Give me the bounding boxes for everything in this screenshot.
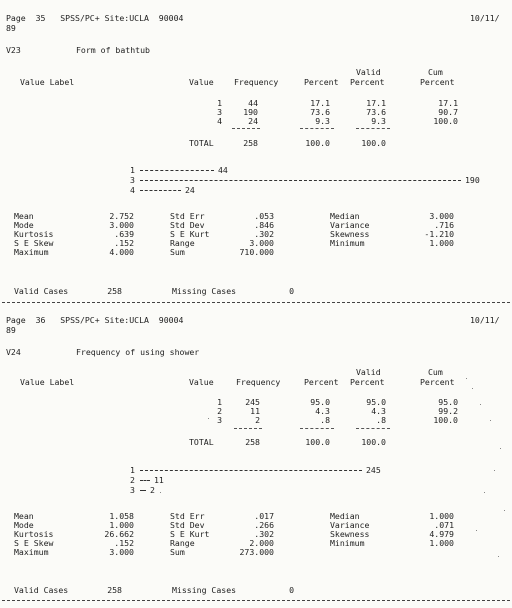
stat-label: Mean bbox=[14, 211, 34, 221]
row-cum-percent: 17.1 bbox=[438, 98, 458, 108]
stat-label: Kurtosis bbox=[14, 529, 54, 539]
valid-cases-label: Valid Cases bbox=[14, 585, 69, 595]
stat-label: Std Dev bbox=[170, 520, 205, 530]
variable-name: V23 bbox=[6, 45, 21, 55]
histogram-bar bbox=[140, 170, 214, 171]
stat-label: Std Err bbox=[170, 511, 205, 521]
stat-value: .716 bbox=[434, 220, 454, 230]
row-cum-percent: 100.0 bbox=[433, 116, 458, 126]
stat-label: Maximum bbox=[14, 547, 49, 557]
stat-value: 2.000 bbox=[249, 538, 274, 548]
missing-cases-label: Missing Cases bbox=[172, 585, 237, 595]
total-separator bbox=[300, 128, 334, 129]
page-header: Page 36 SPSS/PC+ Site:UCLA 90004 bbox=[6, 315, 184, 325]
stat-value: .302 bbox=[254, 229, 274, 239]
valid-percent-header: Percent bbox=[350, 377, 385, 387]
value-header: Value bbox=[189, 377, 214, 387]
histogram-count-label: 24 bbox=[185, 185, 195, 195]
histogram-bar bbox=[140, 490, 146, 491]
stat-label: Skewness bbox=[330, 229, 370, 239]
value-label-header: Value Label bbox=[20, 77, 75, 87]
total-separator bbox=[234, 428, 262, 429]
row-cum-percent: 95.0 bbox=[438, 397, 458, 407]
value-label-header: Value Label bbox=[20, 377, 75, 387]
stat-value: 4.979 bbox=[429, 529, 454, 539]
row-value: 1 bbox=[217, 98, 222, 108]
stat-label: Median bbox=[330, 211, 360, 221]
stat-value: 1.000 bbox=[429, 511, 454, 521]
row-valid-percent: 73.6 bbox=[366, 107, 386, 117]
row-valid-percent: 17.1 bbox=[366, 98, 386, 108]
stat-value: 1.000 bbox=[429, 238, 454, 248]
stat-value: 710.000 bbox=[239, 247, 274, 257]
row-frequency: 24 bbox=[248, 116, 258, 126]
stat-label: S E Skew bbox=[14, 538, 54, 548]
cum-header-top: Cum bbox=[428, 367, 443, 377]
stat-label: Range bbox=[170, 538, 195, 548]
total-separator bbox=[300, 428, 334, 429]
stat-value: -1.210 bbox=[424, 229, 454, 239]
histogram-bar bbox=[140, 470, 362, 471]
row-cum-percent: 90.7 bbox=[438, 107, 458, 117]
variable-label: Frequency of using shower bbox=[76, 347, 200, 357]
total-valid-percent: 100.0 bbox=[361, 138, 386, 148]
total-frequency: 258 bbox=[243, 138, 258, 148]
stat-value: 3.000 bbox=[249, 238, 274, 248]
print-date-continued: 89 bbox=[6, 23, 16, 33]
stat-label: Skewness bbox=[330, 529, 370, 539]
histogram-value-label: 3 bbox=[130, 175, 135, 185]
stat-value: 3.000 bbox=[109, 547, 134, 557]
valid-header-top: Valid bbox=[356, 367, 381, 377]
stat-label: S E Kurt bbox=[170, 229, 210, 239]
row-frequency: 11 bbox=[250, 406, 260, 416]
cum-header-top: Cum bbox=[428, 67, 443, 77]
total-valid-percent: 100.0 bbox=[361, 437, 386, 447]
row-value: 4 bbox=[217, 116, 222, 126]
stat-label: Sum bbox=[170, 547, 185, 557]
stat-value: 3.000 bbox=[109, 220, 134, 230]
print-date-continued: 89 bbox=[6, 325, 16, 335]
stat-label: Sum bbox=[170, 247, 185, 257]
page-tear-line bbox=[2, 302, 510, 303]
row-percent: 73.6 bbox=[310, 107, 330, 117]
valid-cases-value: 258 bbox=[107, 286, 122, 296]
row-cum-percent: 100.0 bbox=[433, 415, 458, 425]
row-percent: 4.3 bbox=[315, 406, 330, 416]
stat-value: .152 bbox=[114, 238, 134, 248]
stat-label: Maximum bbox=[14, 247, 49, 257]
stat-value: .017 bbox=[254, 511, 274, 521]
valid-percent-header: Percent bbox=[350, 77, 385, 87]
stat-label: Median bbox=[330, 511, 360, 521]
histogram-bar bbox=[140, 190, 181, 191]
row-valid-percent: 95.0 bbox=[366, 397, 386, 407]
variable-label: Form of bathtub bbox=[76, 45, 150, 55]
cum-percent-header: Percent bbox=[420, 77, 455, 87]
stat-value: 273.000 bbox=[239, 547, 274, 557]
row-value: 3 bbox=[217, 107, 222, 117]
print-date: 10/11/ bbox=[470, 13, 500, 23]
stat-label: Variance bbox=[330, 520, 370, 530]
histogram-count-label: 245 bbox=[366, 465, 381, 475]
row-cum-percent: 99.2 bbox=[438, 406, 458, 416]
total-separator bbox=[356, 428, 390, 429]
stat-value: 1.000 bbox=[109, 520, 134, 530]
stat-value: 4.000 bbox=[109, 247, 134, 257]
histogram-value-label: 1 bbox=[130, 465, 135, 475]
total-frequency: 258 bbox=[245, 437, 260, 447]
stat-value: .053 bbox=[254, 211, 274, 221]
row-value: 3 bbox=[217, 415, 222, 425]
frequency-header: Frequency bbox=[234, 77, 279, 87]
histogram-count-label: 2 bbox=[150, 485, 155, 495]
row-frequency: 190 bbox=[243, 107, 258, 117]
stat-value: .266 bbox=[254, 520, 274, 530]
stat-label: S E Skew bbox=[14, 238, 54, 248]
stat-label: Variance bbox=[330, 220, 370, 230]
total-percent: 100.0 bbox=[305, 138, 330, 148]
stat-label: Mode bbox=[14, 220, 34, 230]
row-value: 2 bbox=[217, 406, 222, 416]
row-frequency: 44 bbox=[248, 98, 258, 108]
stat-value: .071 bbox=[434, 520, 454, 530]
histogram-count-label: 11 bbox=[154, 475, 164, 485]
missing-cases-value: 0 bbox=[289, 585, 294, 595]
row-valid-percent: 9.3 bbox=[371, 116, 386, 126]
total-label: TOTAL bbox=[189, 138, 214, 148]
stat-label: Mean bbox=[14, 511, 34, 521]
stat-label: Minimum bbox=[330, 238, 365, 248]
stat-value: .639 bbox=[114, 229, 134, 239]
histogram-value-label: 2 bbox=[130, 475, 135, 485]
stat-value: .846 bbox=[254, 220, 274, 230]
row-percent: 9.3 bbox=[315, 116, 330, 126]
percent-header: Percent bbox=[304, 377, 339, 387]
row-valid-percent: 4.3 bbox=[371, 406, 386, 416]
histogram-count-label: 190 bbox=[465, 175, 480, 185]
frequency-header: Frequency bbox=[236, 377, 281, 387]
stat-value: .152 bbox=[114, 538, 134, 548]
stat-value: 1.058 bbox=[109, 511, 134, 521]
histogram-bar bbox=[140, 180, 461, 181]
stat-label: Std Err bbox=[170, 211, 205, 221]
histogram-value-label: 4 bbox=[130, 185, 135, 195]
stat-label: S E Kurt bbox=[170, 529, 210, 539]
histogram-bar bbox=[140, 480, 150, 481]
valid-cases-label: Valid Cases bbox=[14, 286, 69, 296]
histogram-value-label: 3 bbox=[130, 485, 135, 495]
row-frequency: 245 bbox=[245, 397, 260, 407]
row-percent: 17.1 bbox=[310, 98, 330, 108]
row-valid-percent: .8 bbox=[376, 415, 386, 425]
stat-value: .302 bbox=[254, 529, 274, 539]
stat-value: 26.662 bbox=[104, 529, 134, 539]
histogram-value-label: 1 bbox=[130, 165, 135, 175]
missing-cases-value: 0 bbox=[289, 286, 294, 296]
value-header: Value bbox=[189, 77, 214, 87]
stat-label: Std Dev bbox=[170, 220, 205, 230]
stat-label: Range bbox=[170, 238, 195, 248]
histogram-count-label: 44 bbox=[218, 165, 228, 175]
total-percent: 100.0 bbox=[305, 437, 330, 447]
row-frequency: 2 bbox=[255, 415, 260, 425]
cum-percent-header: Percent bbox=[420, 377, 455, 387]
valid-header-top: Valid bbox=[356, 67, 381, 77]
row-percent: 95.0 bbox=[310, 397, 330, 407]
stat-label: Mode bbox=[14, 520, 34, 530]
stat-value: 1.000 bbox=[429, 538, 454, 548]
percent-header: Percent bbox=[304, 77, 339, 87]
stat-value: 3.000 bbox=[429, 211, 454, 221]
variable-name: V24 bbox=[6, 347, 21, 357]
print-date: 10/11/ bbox=[470, 315, 500, 325]
page-tear-line bbox=[2, 600, 510, 601]
total-label: TOTAL bbox=[189, 437, 214, 447]
page-header: Page 35 SPSS/PC+ Site:UCLA 90004 bbox=[6, 13, 184, 23]
missing-cases-label: Missing Cases bbox=[172, 286, 237, 296]
stat-label: Minimum bbox=[330, 538, 365, 548]
valid-cases-value: 258 bbox=[107, 585, 122, 595]
total-separator bbox=[232, 128, 260, 129]
total-separator bbox=[356, 128, 390, 129]
row-percent: .8 bbox=[320, 415, 330, 425]
row-value: 1 bbox=[217, 397, 222, 407]
stat-label: Kurtosis bbox=[14, 229, 54, 239]
stat-value: 2.752 bbox=[109, 211, 134, 221]
